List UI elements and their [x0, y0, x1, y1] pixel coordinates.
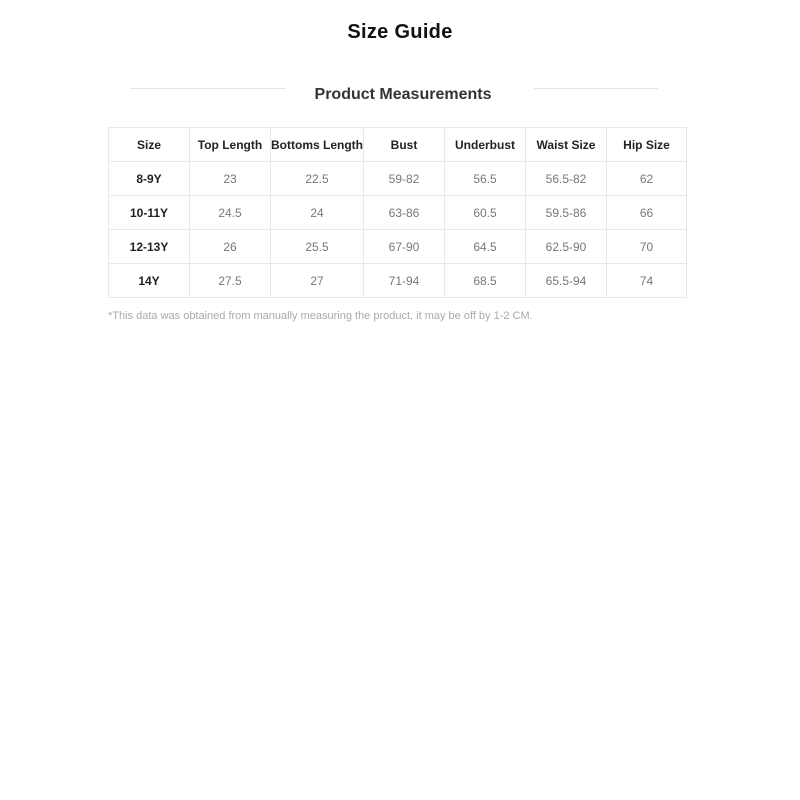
top-length-cell: 26 — [190, 230, 271, 264]
bottoms-length-cell: 22.5 — [271, 162, 364, 196]
size-cell: 10-11Y — [109, 196, 190, 230]
table-header-row — [109, 128, 687, 162]
size-table — [108, 127, 687, 298]
table-row — [109, 230, 687, 264]
underbust-cell: 64.5 — [445, 230, 526, 264]
table-row — [109, 264, 687, 298]
waist-size-cell: 62.5-90 — [526, 230, 607, 264]
waist-size-cell: 65.5-94 — [526, 264, 607, 298]
section-heading-label: Product Measurements — [314, 86, 492, 103]
table-row — [109, 162, 687, 196]
header-bust: Bust — [364, 128, 445, 162]
page-title: Size Guide — [347, 21, 453, 43]
header-size: Size — [109, 128, 190, 162]
header-hip-size: Hip Size — [607, 128, 687, 162]
bottoms-length-cell: 24 — [271, 196, 364, 230]
section-heading — [130, 84, 658, 108]
underbust-cell: 60.5 — [445, 196, 526, 230]
header-underbust: Underbust — [445, 128, 526, 162]
bust-cell: 71-94 — [364, 264, 445, 298]
hip-size-cell: 62 — [607, 162, 687, 196]
bust-cell: 63-86 — [364, 196, 445, 230]
bottoms-length-cell: 25.5 — [271, 230, 364, 264]
bottoms-length-cell: 27 — [271, 264, 364, 298]
top-length-cell: 24.5 — [190, 196, 271, 230]
header-bottoms-length: Bottoms Length — [271, 128, 364, 162]
hip-size-cell: 66 — [607, 196, 687, 230]
header-top-length: Top Length — [190, 128, 271, 162]
hip-size-cell: 74 — [607, 264, 687, 298]
top-length-cell: 23 — [190, 162, 271, 196]
underbust-cell: 68.5 — [445, 264, 526, 298]
header-waist-size: Waist Size — [526, 128, 607, 162]
underbust-cell: 56.5 — [445, 162, 526, 196]
table-row — [109, 196, 687, 230]
top-length-cell: 27.5 — [190, 264, 271, 298]
bust-cell: 67-90 — [364, 230, 445, 264]
hip-size-cell: 70 — [607, 230, 687, 264]
waist-size-cell: 56.5-82 — [526, 162, 607, 196]
measurement-disclaimer: *This data was obtained from manually measuring the product, it may be off by 1-2 CM. — [108, 310, 533, 322]
size-cell: 8-9Y — [109, 162, 190, 196]
waist-size-cell: 59.5-86 — [526, 196, 607, 230]
size-cell: 12-13Y — [109, 230, 190, 264]
bust-cell: 59-82 — [364, 162, 445, 196]
size-cell: 14Y — [109, 264, 190, 298]
